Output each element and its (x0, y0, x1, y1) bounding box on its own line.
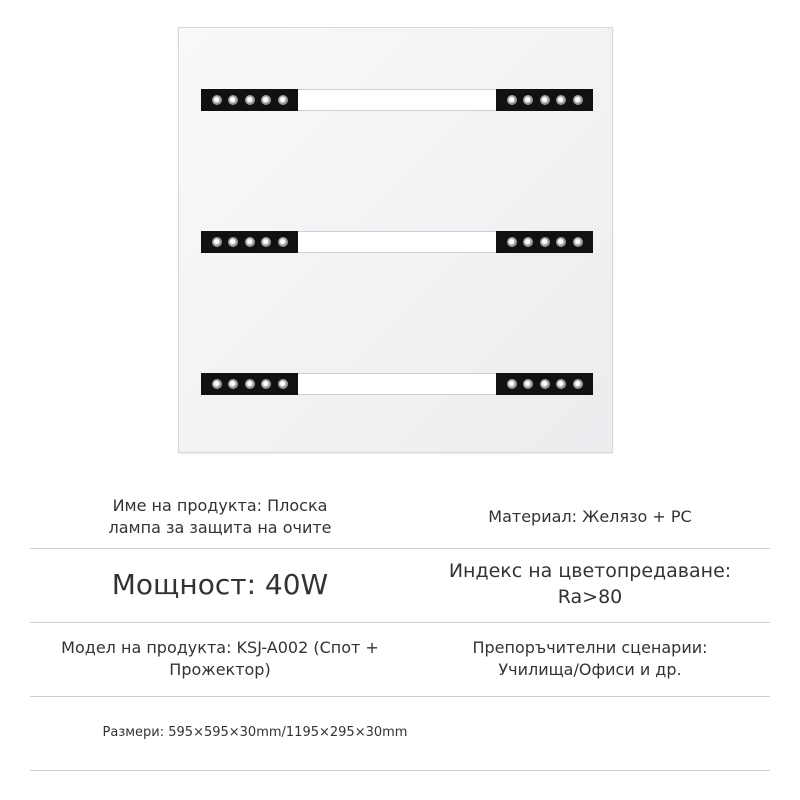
led-icon (212, 237, 222, 247)
led-icon (245, 95, 255, 105)
led-icon (212, 379, 222, 389)
led-icon (540, 95, 550, 105)
led-icon (556, 95, 566, 105)
dimensions (30, 696, 480, 770)
led-block-right (496, 89, 593, 111)
product-panel-image (178, 27, 613, 453)
led-icon (507, 237, 517, 247)
led-icon (228, 379, 238, 389)
led-icon (573, 237, 583, 247)
led-icon (278, 95, 288, 105)
power-text: Мощност: 40W (111, 568, 329, 602)
led-icon (540, 237, 550, 247)
material-text: Материал: Желязо + PC (488, 507, 692, 527)
spec-row (30, 696, 770, 771)
diffuser-bar (298, 89, 496, 111)
spec-row (30, 548, 770, 623)
led-icon (261, 237, 271, 247)
led-icon (228, 95, 238, 105)
led-block-left (201, 231, 298, 253)
led-icon (507, 379, 517, 389)
material (410, 486, 770, 548)
led-icon (573, 379, 583, 389)
recommended-scenarios (410, 622, 770, 696)
led-icon (228, 237, 238, 247)
color-rendering-index-text: Индекс на цветопредаване: Ra>80 (448, 560, 732, 608)
light-strip (201, 373, 593, 395)
led-icon (523, 379, 533, 389)
led-icon (507, 95, 517, 105)
led-icon (261, 95, 271, 105)
led-icon (245, 237, 255, 247)
led-icon (573, 95, 583, 105)
led-icon (540, 379, 550, 389)
led-icon (556, 237, 566, 247)
led-icon (245, 379, 255, 389)
power (30, 548, 410, 622)
led-icon (556, 379, 566, 389)
spec-row (30, 486, 770, 549)
led-icon (523, 95, 533, 105)
diffuser-bar (298, 373, 496, 395)
color-rendering-index (410, 548, 770, 622)
product-model (30, 622, 410, 696)
product-model-text: Модел на продукта: KSJ-A002 (Спот + Прожектор) (61, 638, 379, 679)
spec-row (30, 622, 770, 697)
light-strip (201, 231, 593, 253)
led-icon (261, 379, 271, 389)
product-name (30, 486, 410, 548)
led-block-left (201, 373, 298, 395)
diffuser-bar (298, 231, 496, 253)
led-icon (523, 237, 533, 247)
dimensions-text: Размери: 595×595×30mm/1195×295×30mm (102, 725, 408, 741)
product-name-text: Име на продукта: Плоска лампа за защита на очите (108, 496, 332, 537)
led-icon (278, 379, 288, 389)
led-icon (278, 237, 288, 247)
recommended-scenarios-text: Препоръчителни сценарии: Училища/Офиси и др. (472, 638, 708, 679)
led-block-left (201, 89, 298, 111)
led-block-right (496, 373, 593, 395)
led-block-right (496, 231, 593, 253)
led-icon (212, 95, 222, 105)
light-strip (201, 89, 593, 111)
